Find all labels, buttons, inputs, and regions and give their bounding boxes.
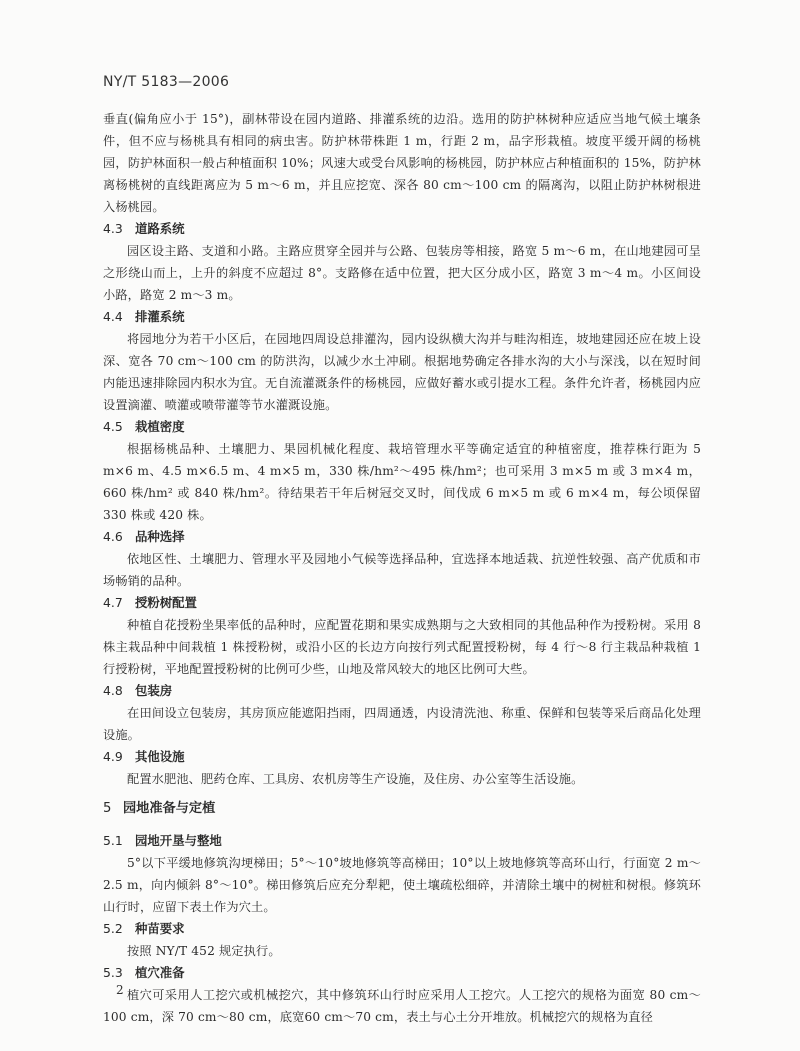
body-paragraph: 按照 NY/T 452 规定执行。	[127, 944, 281, 958]
subsection-heading	[103, 306, 701, 328]
heading-title: 其他设施	[135, 749, 185, 764]
section-heading	[103, 798, 701, 820]
heading-number: 4.7	[103, 595, 123, 610]
heading-number: 4.8	[103, 683, 123, 698]
heading-title: 包装房	[135, 683, 173, 698]
subsection-heading	[103, 830, 701, 852]
heading-number: 5	[103, 801, 112, 816]
subsection-heading	[103, 962, 701, 984]
heading-number: 4.5	[103, 419, 123, 434]
heading-number: 4.6	[103, 529, 123, 544]
subsection-heading	[103, 746, 701, 768]
body-paragraph: 依地区性、土壤肥力、管理水平及园地小气候等选择品种，宜选择本地适栽、抗逆性较强、高产优质和市场畅销的品种。	[103, 552, 701, 588]
subsection-heading	[103, 680, 701, 702]
subsection-heading	[103, 218, 701, 240]
heading-title: 道路系统	[135, 221, 185, 236]
subsection-heading	[103, 592, 701, 614]
heading-number: 5.3	[103, 965, 123, 980]
standard-number-header: NY/T 5183—2006	[103, 74, 230, 90]
page-number: 2	[116, 983, 124, 997]
heading-number: 5.2	[103, 921, 123, 936]
heading-title: 园地开垦与整地	[135, 833, 222, 848]
heading-title: 排灌系统	[135, 309, 185, 324]
heading-number: 4.4	[103, 309, 123, 324]
heading-title: 品种选择	[135, 529, 185, 544]
heading-title: 种苗要求	[135, 921, 185, 936]
body-paragraph: 植穴可采用人工挖穴或机械挖穴，其中修筑环山行时应采用人工挖穴。人工挖穴的规格为面宽 80 cm～100 cm，深 70 cm～80 cm，底宽60 cm～70 cm，表土与心土分开堆放。机械挖穴的规格为直径	[103, 988, 701, 1024]
heading-number: 4.3	[103, 221, 123, 236]
body-paragraph: 根据杨桃品种、土壤肥力、果园机械化程度、栽培管理水平等确定适宜的种植密度，推荐株行距为 5 m×6 m、4.5 m×6.5 m、4 m×5 m，330 株/hm²～495 株/hm²；也可采用 3 m×5 m 或 3 m×4 m，660 株/hm² 或 840 株/hm²。待结果若干年后树冠交叉时，间伐成 6 m×5 m 或 6 m×4 m，每公顷保留 330 株或 420 株。	[103, 442, 701, 522]
body-paragraph: 在田间设立包装房，其房顶应能遮阳挡雨，四周通透，内设清洗池、称重、保鲜和包装等采后商品化处理设施。	[103, 706, 701, 742]
heading-number: 5.1	[103, 833, 123, 848]
body-paragraph: 垂直(偏角应小于 15°)，副林带设在园内道路、排灌系统的边沿。选用的防护林树种应适应当地气候土壤条件，但不应与杨桃具有相同的病虫害。防护林带株距 1 m，行距 2 m，品字形栽植。坡度平缓开阔的杨桃园，防护林面积一般占种植面积 10%；风速大或受台风影响的杨桃园，防护林应占种植面积的 15%，防护林离杨桃树的直线距离应为 5 m～6 m，并且应挖宽、深各 80 cm～100 cm 的隔离沟，以阻止防护林树根进入杨桃园。	[103, 112, 701, 214]
heading-title: 栽植密度	[135, 419, 185, 434]
body-paragraph: 将园地分为若干小区后，在园地四周设总排灌沟，园内设纵横大沟并与畦沟相连，坡地建园还应在坡上设深、宽各 70 cm～100 cm 的防洪沟，以减少水土冲刷。根据地势确定各排水沟的大小与深浅，以在短时间内能迅速排除园内积水为宜。无自流灌溉条件的杨桃园，应做好蓄水或引提水工程。条件允许者，杨桃园内应设置滴灌、喷灌或喷带灌等节水灌溉设施。	[103, 332, 701, 412]
subsection-heading	[103, 526, 701, 548]
body-paragraph: 配置水肥池、肥药仓库、工具房、农机房等生产设施，及住房、办公室等生活设施。	[127, 772, 584, 786]
heading-title: 园地准备与定植	[123, 801, 216, 816]
body-paragraph: 种植自花授粉坐果率低的品种时，应配置花期和果实成熟期与之大致相同的其他品种作为授粉树。采用 8 株主栽品种中间栽植 1 株授粉树，或沿小区的长边方向按行列式配置授粉树，每 4 行～8 行主栽品种栽植 1 行授粉树，平地配置授粉树的比例可少些，山地及常风较大的地区比例可大些。	[103, 618, 701, 676]
heading-title: 植穴准备	[135, 965, 185, 980]
subsection-heading	[103, 918, 701, 940]
body-paragraph: 园区设主路、支道和小路。主路应贯穿全园并与公路、包装房等相接，路宽 5 m～6 m，在山地建园可呈之形绕山而上，上升的斜度不应超过 8°。支路修在适中位置，把大区分成小区，路宽 3 m～4 m。小区间设小路，路宽 2 m～3 m。	[103, 244, 701, 302]
heading-title: 授粉树配置	[135, 595, 197, 610]
document-body	[103, 108, 701, 1028]
body-paragraph: 5°以下平缓地修筑沟埂梯田；5°～10°坡地修筑等高梯田；10°以上坡地修筑等高环山行，行面宽 2 m～2.5 m，向内倾斜 8°～10°。梯田修筑后应充分犁耙，使土壤疏松细碎，并清除土壤中的树桩和树根。修筑环山行时，应留下表土作为穴土。	[103, 856, 701, 914]
subsection-heading	[103, 416, 701, 438]
heading-number: 4.9	[103, 749, 123, 764]
